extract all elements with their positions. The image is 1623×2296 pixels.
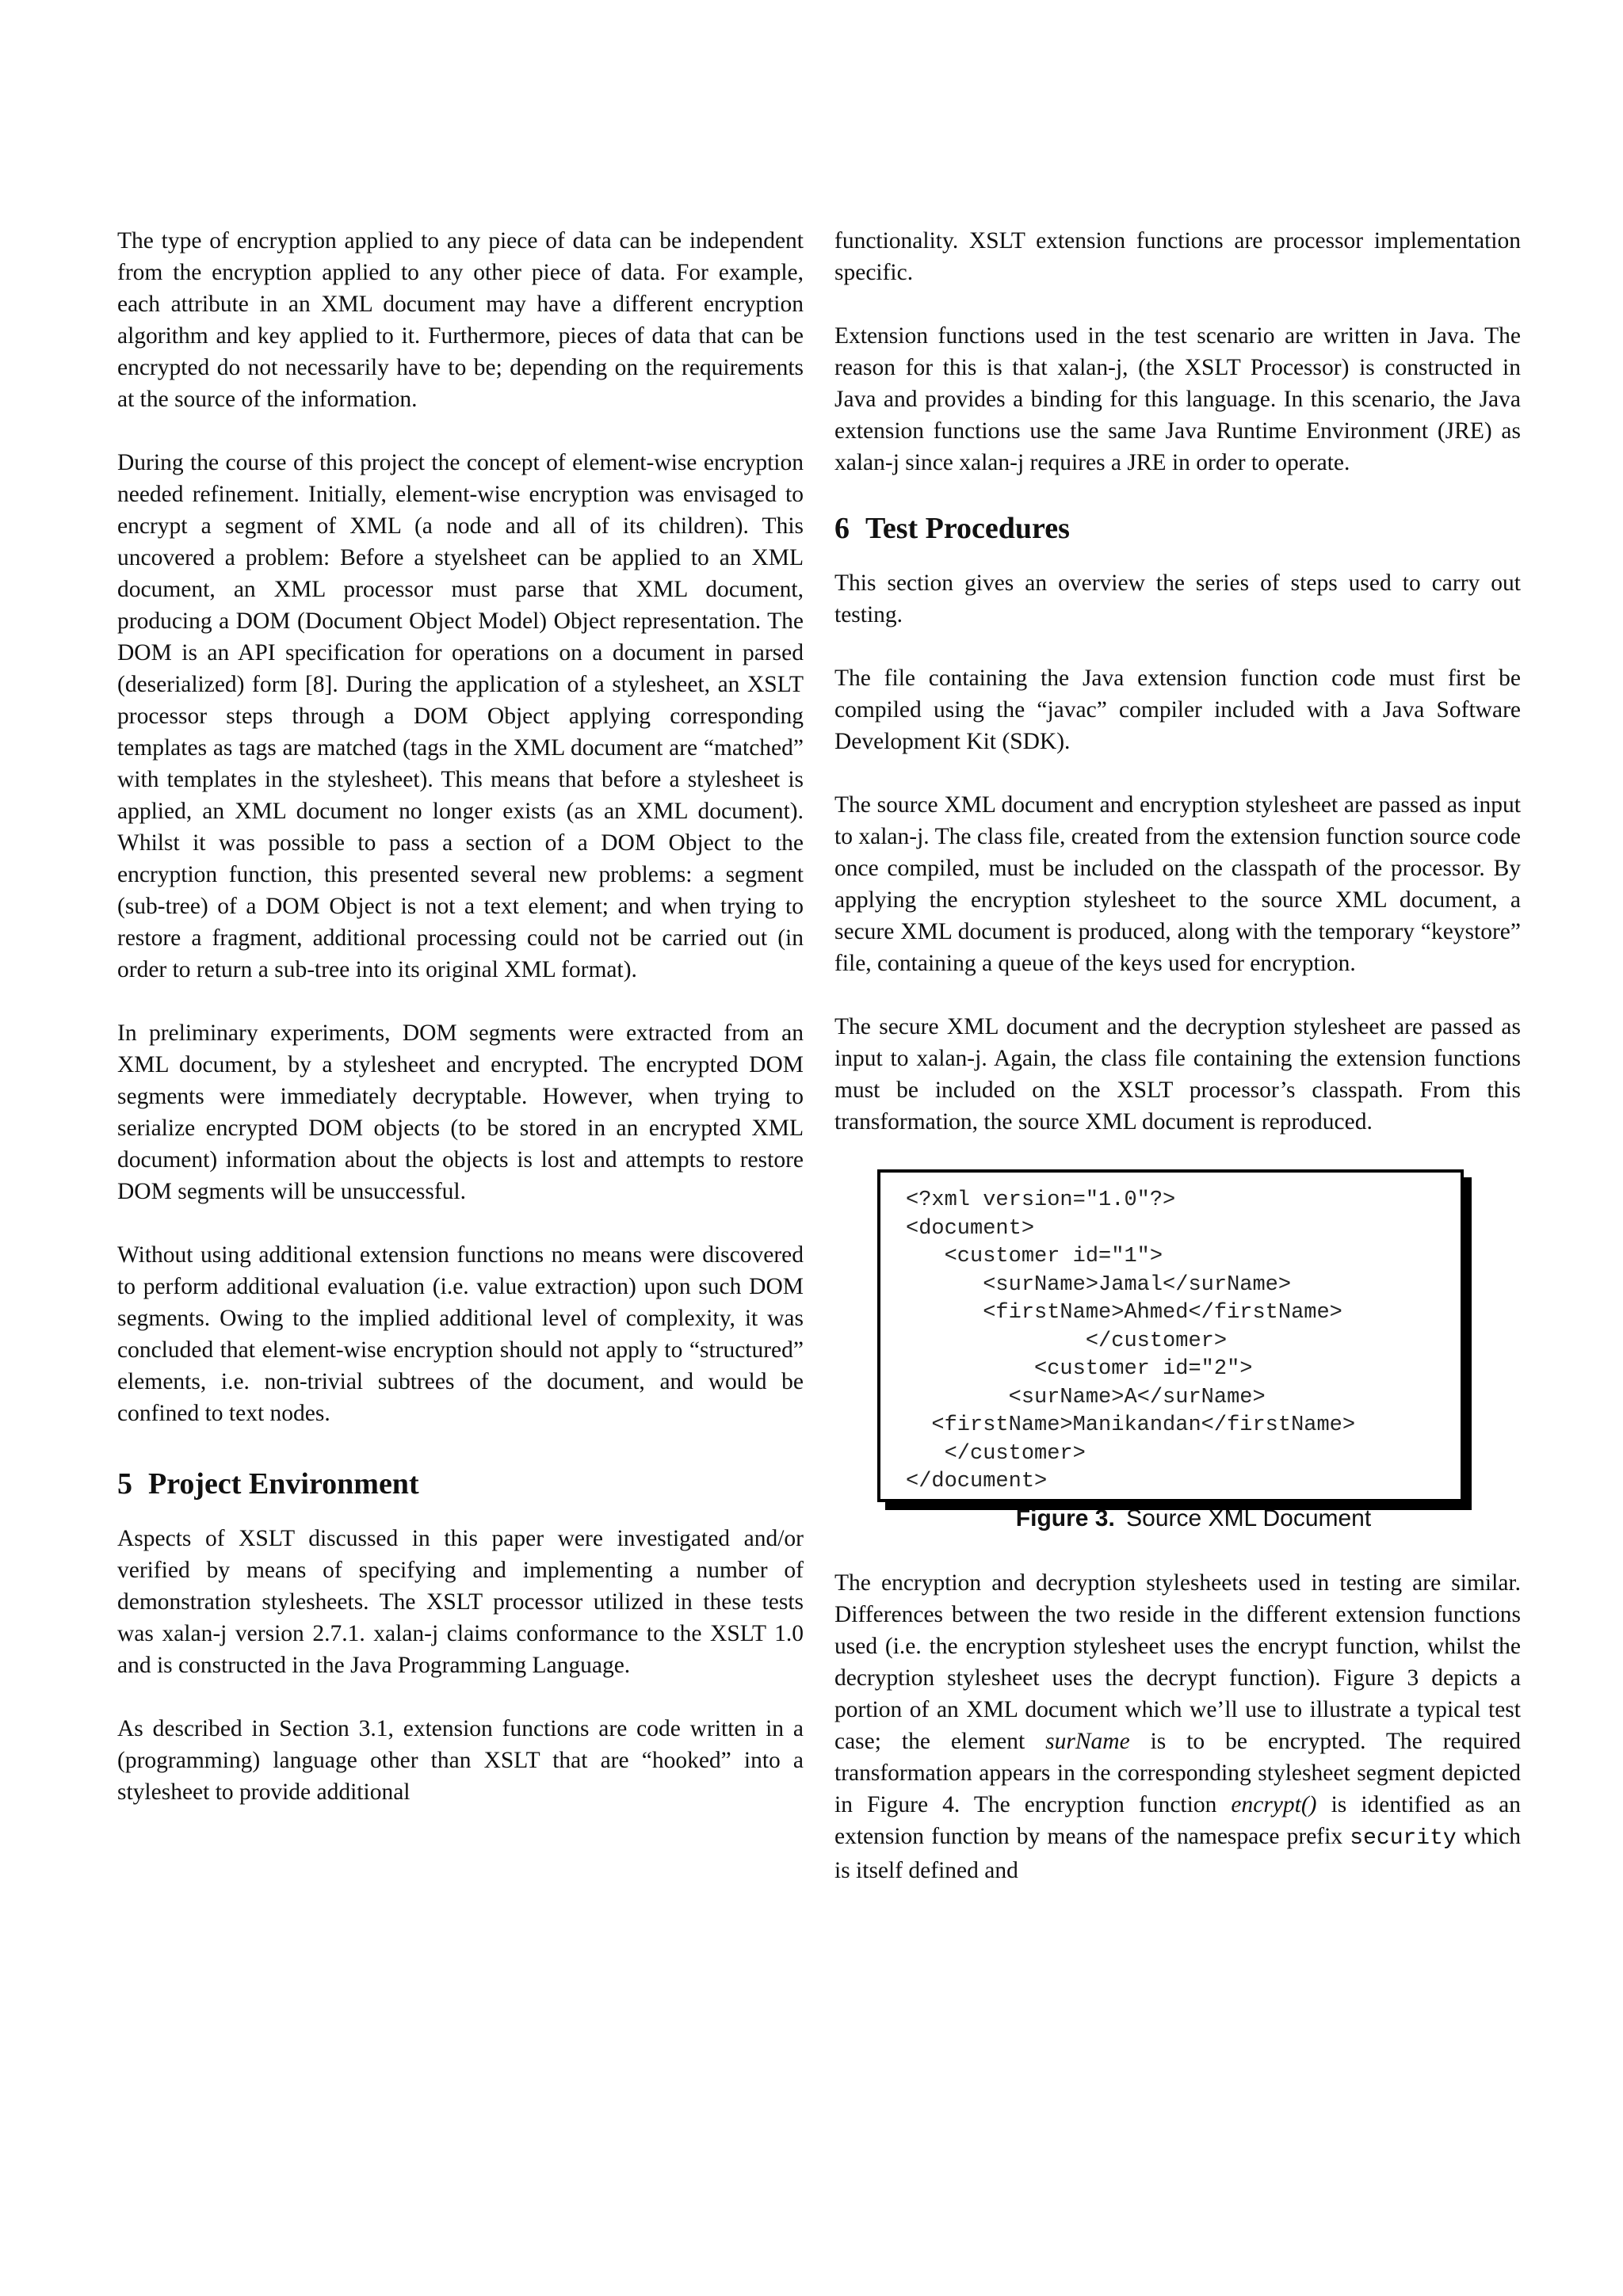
paragraph: The type of encryption applied to any piece of data can be independent from the encryption applied to any other piece of data. For example, each attribute in an XML document may have a different encryption algorithm and key applied to it. Furthermore, pieces of data that can be encrypted do not necessarily have to be; depending on the requirements at the source of the information. [117, 228, 804, 412]
element-name: surName [1045, 1729, 1130, 1754]
right-column [834, 225, 1521, 1918]
figure-caption [834, 1505, 1521, 1532]
section-number: 6 [834, 512, 850, 545]
paragraph: As described in Section 3.1, extension functions are code written in a (programming) language other than XSLT that are “hooked” into a stylesheet to provide additional [117, 1716, 804, 1805]
section-number: 5 [117, 1467, 132, 1501]
figure-3 [834, 1169, 1521, 1532]
code-line: <customer id="2"> [906, 1357, 1253, 1381]
function-name: encrypt() [1231, 1792, 1317, 1817]
paragraph: Aspects of XSLT discussed in this paper were investigated and/or verified by means of specifying and implementing a number of demonstration stylesheets. The XSLT processor utilized in these tests was xalan-j version 2.7.1. xalan-j claims conformance to the XSLT 1.0 and is constructed in the Java Programming Language. [117, 1526, 804, 1678]
paragraph: Extension functions used in the test scenario are written in Java. The reason for this is that xalan-j, (the XSLT Processor) is constructed in Java and provides a binding for this language. In this scenario, the Java extension functions use the same Java Runtime Environment (JRE) as xalan-j since xalan-j requires a JRE in order to operate. [834, 323, 1521, 475]
code-line: </customer> [906, 1329, 1228, 1353]
paragraph: Without using additional extension functions no means were discovered to perform additional evaluation (i.e. value extraction) upon such DOM segments. Owing to the implied additional level of complexity, it was concluded that element-wise encryption should not apply to “structured” elements, i.e. non-trivial subtrees of the document, and would be confined to text nodes. [117, 1242, 804, 1426]
left-column [117, 225, 804, 1840]
paragraph: The file containing the Java extension function code must first be compiled using the “javac” compiler included with a Java Software Development Kit (SDK). [834, 666, 1521, 754]
text-run: which is itself defined and [834, 1824, 1521, 1883]
namespace-prefix: security [1350, 1826, 1457, 1851]
section-heading-5 [117, 1466, 804, 1502]
code-line: <document> [906, 1216, 1035, 1241]
code-listing [877, 1169, 1464, 1502]
section-title: Test Procedures [865, 512, 1070, 545]
text-run: is identified as an extension function by means of the namespace prefix [834, 1792, 1521, 1849]
paragraph: This section gives an overview the series of steps used to carry out testing. [834, 570, 1521, 627]
paragraph: The secure XML document and the decryption stylesheet are passed as input to xalan-j. Again, the class file containing the extension functions must be included on the XSLT processor’s classpath. From this transformation, the source XML document is reproduced. [834, 1014, 1521, 1135]
paragraph: functionality. XSLT extension functions are processor implementation specific. [834, 228, 1521, 285]
code-line: <firstName>Manikandan</firstName> [906, 1413, 1356, 1437]
text-run: is to be encrypted. The required transformation appears in the corresponding stylesheet segment depicted in Figure 4. The encryption function [834, 1729, 1521, 1817]
code-line: <surName>Jamal</surName> [906, 1272, 1292, 1297]
code-line: <surName>A</surName> [906, 1385, 1266, 1409]
caption-label: Figure 3. [1015, 1505, 1115, 1531]
paragraph: In preliminary experiments, DOM segments were extracted from an XML document, by a stylesheet and encrypted. The encrypted DOM segments were immediately decryptable. However, when trying to serialize encrypted DOM objects (to be stored in an encrypted XML document) information about the objects is lost and attempts to restore DOM segments will be unsuccessful. [117, 1020, 804, 1204]
code-line: <customer id="1"> [906, 1245, 1163, 1268]
section-title: Project Environment [148, 1467, 419, 1501]
code-line: <firstName>Ahmed</firstName> [906, 1301, 1342, 1325]
text-run: The encryption and decryption stylesheets used in testing are similar. Differences between the two reside in the different extension functions used (i.e. the encryption stylesheet uses the encrypt function, whilst the decryption stylesheet uses the decrypt function). Figure 3 depicts a portion of an XML document which we’ll use to illustrate a typical test case; the element [834, 1570, 1521, 1754]
caption-text: Source XML Document [1126, 1505, 1372, 1531]
code-line: </document> [906, 1470, 1048, 1493]
section-heading-6 [834, 510, 1521, 547]
paragraph: The source XML document and encryption stylesheet are passed as input to xalan-j. The class file, created from the extension function source code once compiled, must be included on the classpath of the processor. By applying the encryption stylesheet to the source XML document, a secure XML document is produced, along with the temporary “keystore” file, containing a queue of the keys used for encryption. [834, 792, 1521, 976]
code-line: </customer> [906, 1441, 1086, 1466]
paragraph [834, 1567, 1521, 1886]
code-line: <?xml version="1.0"?> [906, 1188, 1176, 1212]
paragraph: During the course of this project the concept of element-wise encryption needed refinement. Initially, element-wise encryption was envisaged to encrypt a segment of XML (a node and all of its children). This uncovered a problem: Before a styelsheet can be applied to an XML document, an XML processor must parse that XML document, producing a DOM (Document Object Model) Object representation. The DOM is an API specification for operations on a document in parsed (deserialized) form [8]. During the application of a stylesheet, an XSLT processor steps through a DOM Object applying corresponding templates as tags are matched (tags in the XML document are “matched” with templates in the stylesheet). This means that before a stylesheet is applied, an XML document no longer exists (as an XML document). Whilst it was possible to pass a section of a DOM Object to the encryption function, this presented several new problems: a segment (sub-tree) of a DOM Object is not a text element; and when trying to restore a fragment, additional processing could not be carried out (in order to return a sub-tree into its original XML format). [117, 450, 804, 982]
